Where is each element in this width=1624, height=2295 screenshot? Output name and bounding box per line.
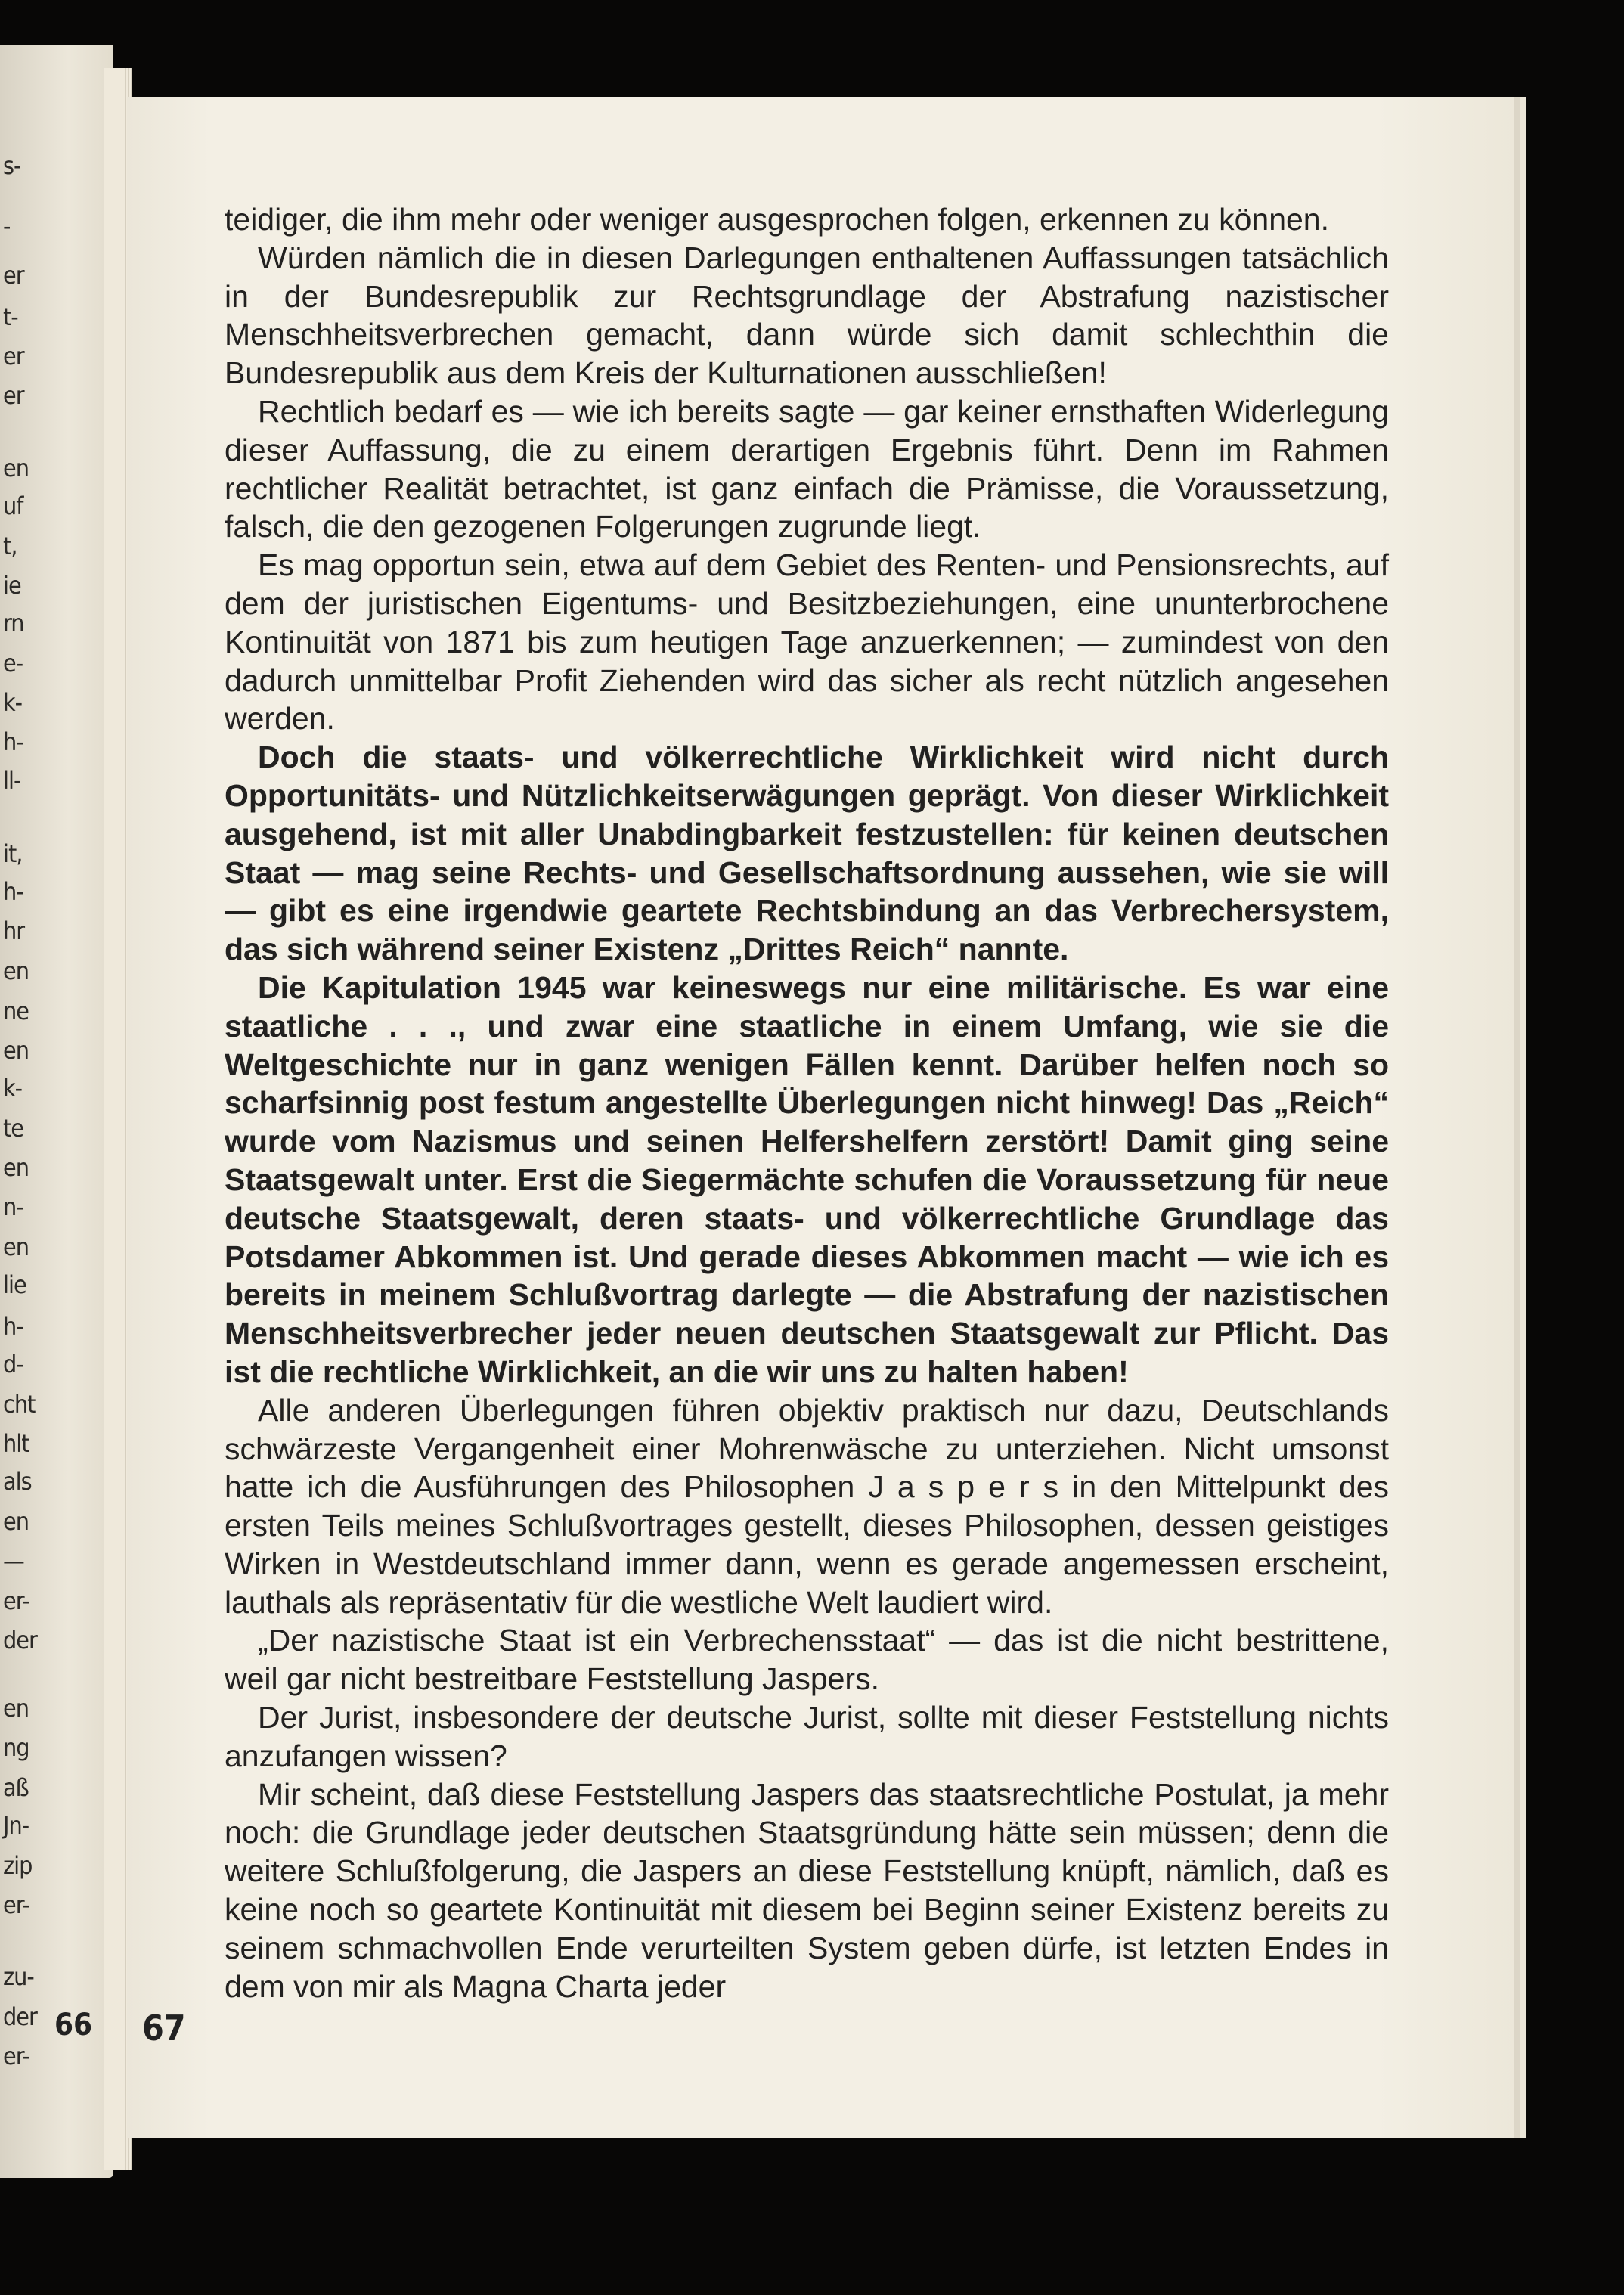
paragraph-bold: Die Kapitulation 1945 war keineswegs nur eine militärische. Es war eine staatliche . . ., und zwar eine staatliche in einem Umfang, wie sie die Weltgeschichte nur in ganz wenigen Fällen kennt. Darüber helfen noch so scharfsinnig post festum angestellte Überlegungen nicht hinweg! Das „Reich“ wurde vom Nazismus und seinen Helfershelfern zerstört! Damit ging seine Staatsgewalt unter. Erst die Siegermächte schufen die Voraussetzung für neue deutsche Staatsgewalt, deren staats- und völkerrechtliche Grundlage das Potsdamer Abkommen ist. Und gerade dieses Abkommen macht — wie ich es bereits in meinem Schlußvortrag darlegte — die Abstrafung der nazistischen Menschheitsverbrecher jeder neuen deutschen Staatsgewalt zur Pflicht. Das ist die rechtliche Wirklichkeit, an die wir uns zu halten haben! xyxy=(225,969,1389,1389)
left-page-fragment: er xyxy=(3,381,24,410)
left-page-fragment: en xyxy=(3,1036,29,1065)
left-page-fragment: lie xyxy=(3,1270,26,1299)
paragraph: Mir scheint, daß diese Feststellung Jaspers das staatsrechtliche Postulat, ja mehr noch: die Grundlage jeder deutschen Staatsgründung hätte sein müssen; denn die weitere Schlußfolgerung, die Jaspers an diese Feststellung knüpft, nämlich, daß es keine noch so geartete Kontinuität mit diesem bei Beginn seiner Existenz bereits zu seinem schmachvollen Ende verurteilten System geben dürfe, ist letzten Endes in dem von mir als Magna Charta jeder xyxy=(225,1776,1389,2004)
left-page-fragment: cht xyxy=(3,1390,36,1419)
paragraph: Würden nämlich die in diesen Darlegungen enthaltenen Auffassungen tatsächlich in der Bundesrepublik zur Rechtsgrundlage der Abstrafung nazistischer Menschheitsverbrechen gemacht, dann würde sich damit schlechthin die Bundesrepublik aus dem Kreis der Kulturnationen ausschließen! xyxy=(225,240,1389,391)
left-page-fragment: Jn- xyxy=(3,1811,29,1840)
left-page-fragment: s- xyxy=(3,151,21,180)
paragraph: Rechtlich bedarf es — wie ich bereits sagte — gar keiner ernsthaften Widerlegung dieser Auffassung, die zu einem derartigen Ergebnis führt. Denn im Rahmen rechtlicher Realität betrachtet, ist ganz einfach die Prämisse, die Voraussetzung, falsch, die den gezogenen Folgerungen zugrunde liegt. xyxy=(225,393,1389,544)
left-page-fragment: er xyxy=(3,261,24,290)
left-page-fragment: en xyxy=(3,1233,29,1261)
left-page xyxy=(0,45,113,2178)
left-page-fragment: zip xyxy=(3,1851,33,1880)
paragraph: teidiger, die ihm mehr oder weniger ausgesprochen folgen, erkennen zu können. xyxy=(225,202,1329,237)
left-page-fragment: en xyxy=(3,1507,29,1536)
page-number: 67 xyxy=(142,2008,186,2048)
left-page-fragment: ie xyxy=(3,571,21,600)
paragraph: Der Jurist, insbesondere der deutsche Jurist, sollte mit dieser Feststellung nichts anzufangen wissen? xyxy=(225,1700,1389,1773)
left-page-fragment: n- xyxy=(3,1192,23,1221)
paragraph: Alle anderen Überlegungen führen objektiv praktisch nur dazu, Deutschlands schwärzeste Vergangenheit einer Mohrenwäsche zu unterziehen. Nicht umsonst hatte ich die Ausführungen des Philosophen J a s p e r s in den Mittelpunkt des ersten Teils meines Schlußvortrages gestellt, dieses Philosophen, dessen geistiges Wirken in Westdeutschland immer dann, wenn es gerade angemessen erscheint, lauthals als repräsentativ für die westliche Welt laudiert wird. xyxy=(225,1392,1389,1620)
left-page-fragment: h- xyxy=(3,1312,23,1341)
left-page-fragment: zu- xyxy=(3,1962,34,1991)
left-page-fragment: der xyxy=(3,2002,37,2031)
left-page-fragment: er- xyxy=(3,2042,29,2070)
left-page-fragment: ne xyxy=(3,997,29,1025)
paragraph: „Der nazistische Staat ist ein Verbrechensstaat“ — das ist die nicht bestrittene, weil gar nicht bestreitbare Feststellung Jaspers. xyxy=(225,1623,1389,1697)
left-page-fragment: er- xyxy=(3,1586,29,1615)
left-page-fragment: - xyxy=(3,212,11,240)
left-page-fragment: hlt xyxy=(3,1429,29,1458)
left-page-fragment: uf xyxy=(3,492,23,520)
left-page-fragment: en xyxy=(3,1153,29,1182)
left-page-fragment: er- xyxy=(3,1890,29,1919)
left-page-fragment: e- xyxy=(3,649,23,678)
left-page-fragment: — xyxy=(3,1546,24,1575)
left-page-number: 66 xyxy=(54,2008,93,2042)
paragraph-bold: Doch die staats- und völkerrechtliche Wirklichkeit wird nicht durch Opportunitäts- und Nützlichkeitserwägungen geprägt. Von dieser Wirklichkeit ausgehend, ist mit aller Unabdingbarkeit festzustellen: für keinen deutschen Staat — mag seine Rechts- und Gesellschaftsordnung aussehen, wie sie will — gibt es eine irgendwie geartete Rechtsbindung an das Verbrechersystem, das sich während seiner Existenz „Drittes Reich“ nannte. xyxy=(225,740,1389,967)
left-page-fragment: ll- xyxy=(3,766,21,795)
left-page-fragment: it, xyxy=(3,839,23,868)
left-page-fragment: er xyxy=(3,342,24,371)
page-body xyxy=(225,200,1389,2005)
left-page-fragment: en xyxy=(3,1694,29,1723)
left-page-fragment: k- xyxy=(3,1074,23,1103)
left-page-fragment: t- xyxy=(3,302,18,331)
left-page-fragment: hr xyxy=(3,916,25,945)
left-page-fragment: aß xyxy=(3,1773,29,1802)
left-page-fragment: te xyxy=(3,1114,23,1143)
left-page-fragment: als xyxy=(3,1467,32,1496)
left-page-fragment: rn xyxy=(3,609,24,637)
left-page-fragment: t, xyxy=(3,532,17,560)
left-page-fragment: h- xyxy=(3,727,23,756)
left-page-fragment: en xyxy=(3,957,29,985)
left-page-fragment: k- xyxy=(3,688,23,717)
left-page-fragment: ng xyxy=(3,1733,29,1762)
left-page-fragment: d- xyxy=(3,1350,23,1379)
left-page-fragment: der xyxy=(3,1626,37,1655)
left-page-fragment: h- xyxy=(3,877,23,906)
paragraph: Es mag opportun sein, etwa auf dem Gebiet des Renten- und Pensionsrechts, auf dem der juristischen Eigentums- und Besitzbeziehungen, eine ununterbrochene Kontinuität von 1871 bis zum heutigen Tage anzuerkennen; — zumindest von den dadurch unmittelbar Profit Ziehenden wird das sicher als recht nützlich angesehen werden. xyxy=(225,547,1389,737)
left-page-fragment: en xyxy=(3,454,29,482)
